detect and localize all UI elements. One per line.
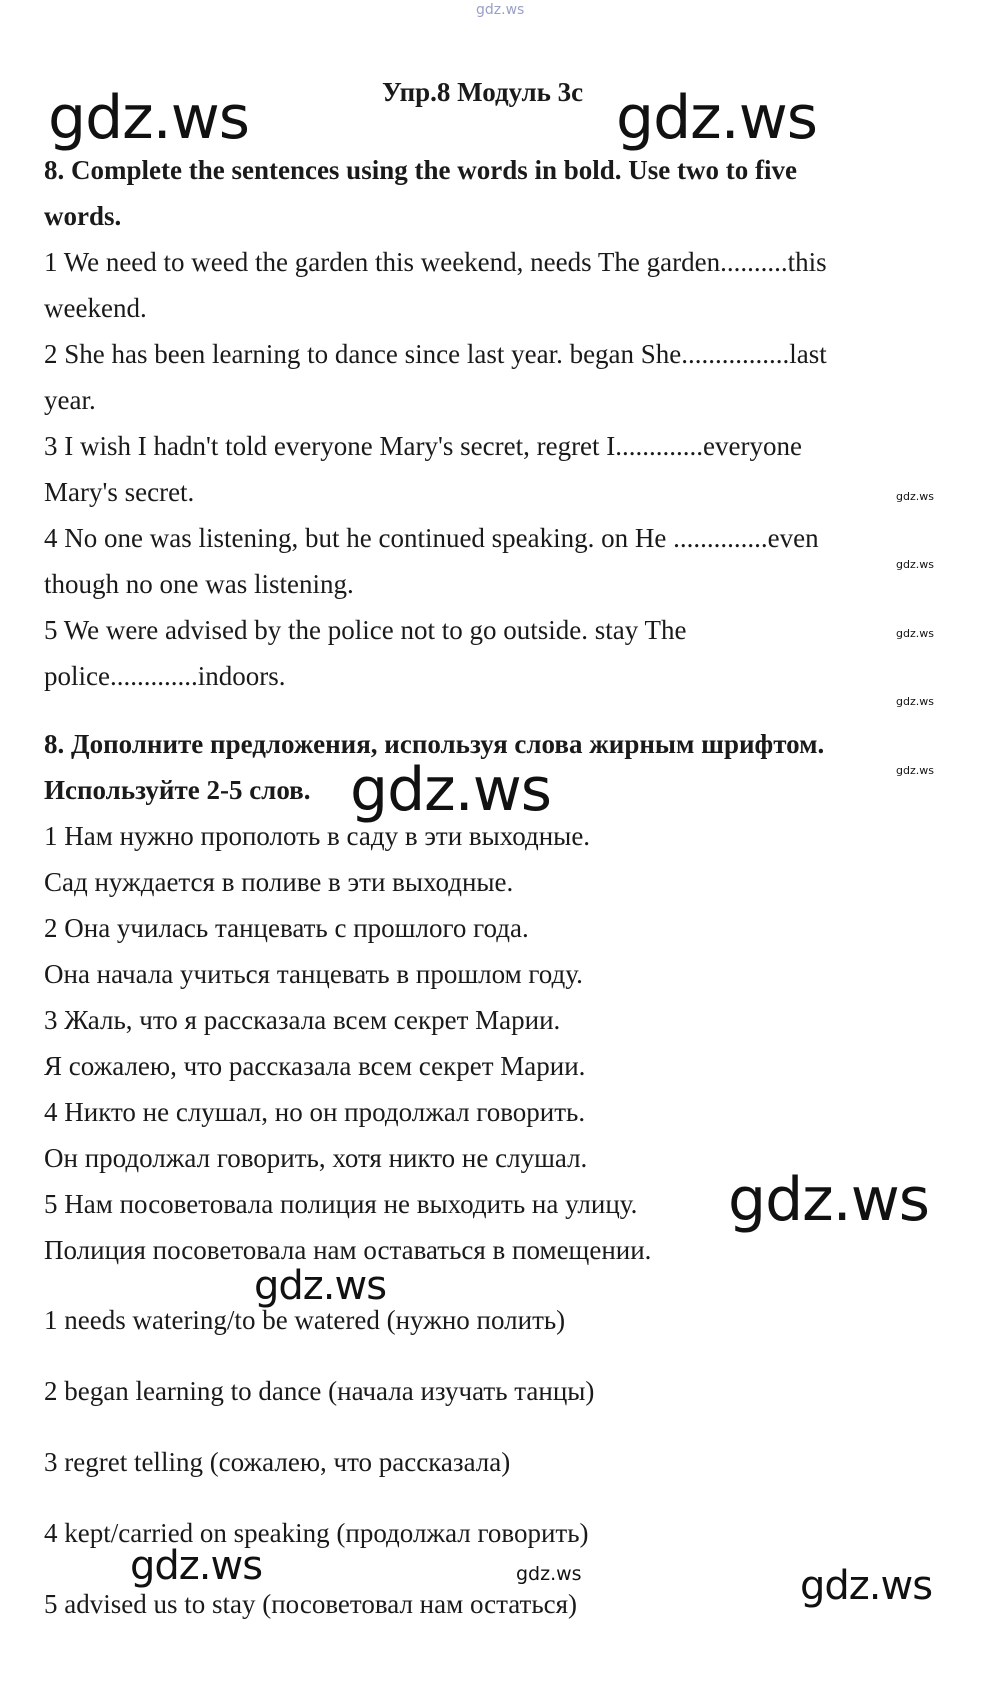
page-title: Упр.8 Модуль 3с [382, 77, 584, 107]
english-line: 5 We were advised by the police not to go outside. stay The [44, 615, 687, 645]
russian-instruction-line-2: Используйте 2-5 слов. [44, 775, 311, 805]
english-line: though no one was listening. [44, 569, 354, 599]
watermark-mid-2: gdz.ws [130, 1543, 263, 1589]
english-instruction-line-1: 8. Complete the sentences using the words in bold. Use two to five [44, 155, 797, 185]
watermark-mid-3: gdz.ws [800, 1563, 933, 1609]
answer-line: 4 kept/carried on speaking (продолжал говорить) [44, 1518, 589, 1548]
watermark-large-4: gdz.ws [728, 1165, 930, 1235]
russian-line: Полиция посоветовала нам оставаться в помещении. [44, 1235, 652, 1265]
watermark-large-2: gdz.ws [616, 83, 818, 153]
watermark-mid-1: gdz.ws [254, 1263, 387, 1309]
watermark-tiny-5: gdz.ws [896, 764, 934, 777]
russian-instruction-line-1: 8. Дополните предложения, используя слова жирным шрифтом. [44, 729, 825, 759]
watermark-tiny-3: gdz.ws [896, 627, 934, 640]
answer-line: 5 advised us to stay (посоветовал нам остаться) [44, 1589, 578, 1619]
english-line: 4 No one was listening, but he continued speaking. on He ..............even [44, 523, 819, 553]
answer-line: 3 regret telling (сожалею, что рассказала) [44, 1447, 511, 1477]
english-instruction-line-2: words. [44, 201, 122, 231]
answer-line: 2 began learning to dance (начала изучать танцы) [44, 1376, 595, 1406]
watermark-large-3: gdz.ws [350, 755, 552, 825]
watermark-small: gdz.ws [516, 1563, 582, 1585]
russian-line: Я сожалею, что рассказала всем секрет Марии. [44, 1051, 586, 1081]
watermark-tiny-2: gdz.ws [896, 558, 934, 571]
english-line: 2 She has been learning to dance since last year. began She................last [44, 339, 827, 369]
russian-line: 1 Нам нужно прополоть в саду в эти выходные. [44, 821, 591, 851]
answer-line: 1 needs watering/to be watered (нужно полить) [44, 1305, 566, 1335]
english-line: year. [44, 385, 96, 415]
russian-line: 4 Никто не слушал, но он продолжал говорить. [44, 1097, 586, 1127]
watermark-tiny-4: gdz.ws [896, 695, 934, 708]
watermark-tiny-1: gdz.ws [896, 490, 934, 503]
watermark-top: gdz.ws [476, 2, 525, 18]
russian-line: Сад нуждается в поливе в эти выходные. [44, 867, 514, 897]
english-line: 1 We need to weed the garden this weekend, needs The garden..........this [44, 247, 827, 277]
russian-line: 3 Жаль, что я рассказала всем секрет Марии. [44, 1005, 561, 1035]
english-line: police.............indoors. [44, 661, 286, 691]
english-line: 3 I wish I hadn't told everyone Mary's secret, regret I.............everyone [44, 431, 802, 461]
watermark-large-1: gdz.ws [48, 83, 250, 153]
russian-line: Она начала учиться танцевать в прошлом году. [44, 959, 583, 989]
russian-line: 2 Она училась танцевать с прошлого года. [44, 913, 529, 943]
russian-line: Он продолжал говорить, хотя никто не слушал. [44, 1143, 588, 1173]
english-line: weekend. [44, 293, 147, 323]
russian-line: 5 Нам посоветовала полиция не выходить на улицу. [44, 1189, 638, 1219]
english-line: Mary's secret. [44, 477, 195, 507]
